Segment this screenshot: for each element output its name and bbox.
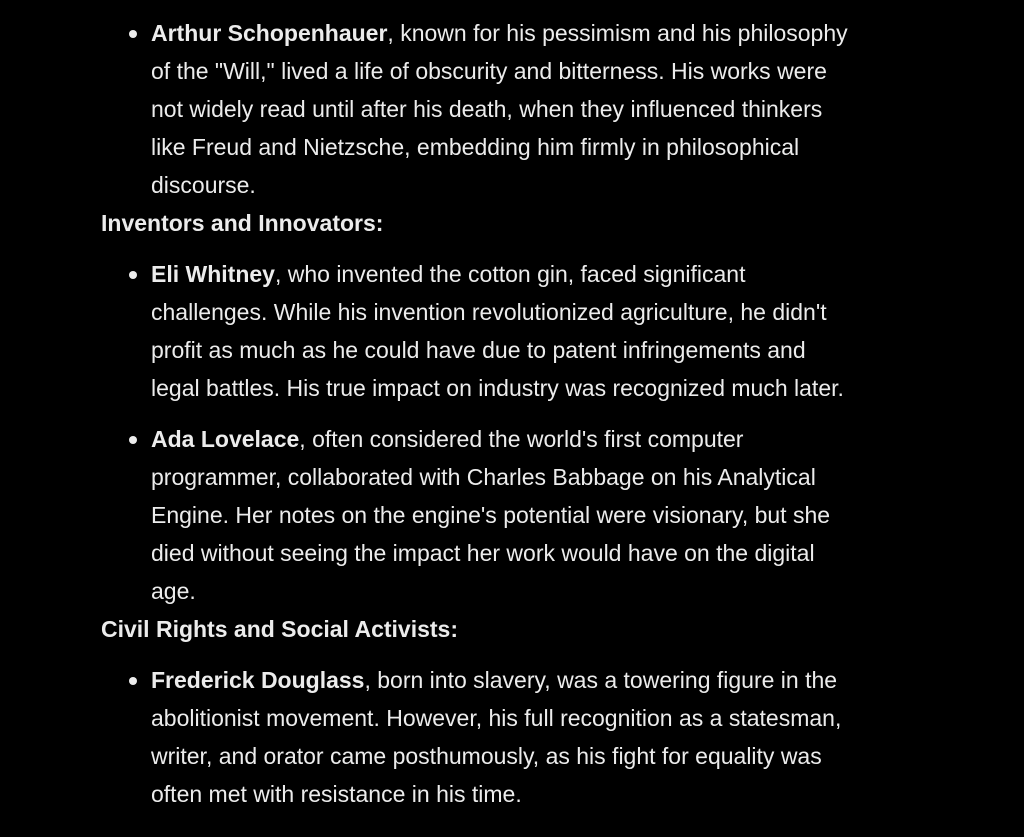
list-item-schopenhauer xyxy=(101,14,941,204)
bullet-icon xyxy=(129,30,137,38)
item-line: Engine. Her notes on the engine's potential were visionary, but she xyxy=(151,502,831,528)
item-line: Frederick Douglass, born into slavery, was a towering figure in the xyxy=(151,667,838,693)
person-name: Arthur Schopenhauer xyxy=(151,20,388,46)
list-item-douglass xyxy=(101,661,941,813)
item-line: abolitionist movement. However, his full recognition as a statesman, xyxy=(151,705,842,731)
section-heading-activists: Civil Rights and Social Activists: xyxy=(101,616,459,642)
person-name: Frederick Douglass xyxy=(151,667,365,693)
bullet-icon xyxy=(129,677,137,685)
chat-message-content xyxy=(101,14,941,813)
item-line: age. xyxy=(151,578,196,604)
person-name: Ada Lovelace xyxy=(151,426,300,452)
item-line: discourse. xyxy=(151,172,256,198)
person-name: Eli Whitney xyxy=(151,261,275,287)
item-line: programmer, collaborated with Charles Babbage on his Analytical xyxy=(151,464,816,490)
item-line: of the "Will," lived a life of obscurity and bitterness. His works were xyxy=(151,58,827,84)
section-heading-inventors: Inventors and Innovators: xyxy=(101,210,384,236)
activists-list xyxy=(101,661,941,813)
item-line: legal battles. His true impact on industry was recognized much later. xyxy=(151,375,844,401)
item-line: Arthur Schopenhauer, known for his pessimism and his philosophy xyxy=(151,20,848,46)
philosophers-list xyxy=(101,14,941,204)
list-item-lovelace xyxy=(101,420,941,610)
item-line: not widely read until after his death, when they influenced thinkers xyxy=(151,96,823,122)
item-line: often met with resistance in his time. xyxy=(151,781,522,807)
bullet-icon xyxy=(129,436,137,444)
bullet-icon xyxy=(129,271,137,279)
item-line: writer, and orator came posthumously, as his fight for equality was xyxy=(151,743,822,769)
inventors-list xyxy=(101,255,941,610)
item-line: challenges. While his invention revolutionized agriculture, he didn't xyxy=(151,299,827,325)
item-line: died without seeing the impact her work would have on the digital xyxy=(151,540,815,566)
item-line: Eli Whitney, who invented the cotton gin, faced significant xyxy=(151,261,746,287)
item-line: Ada Lovelace, often considered the world's first computer xyxy=(151,426,744,452)
list-item-whitney xyxy=(101,255,941,407)
item-line: like Freud and Nietzsche, embedding him firmly in philosophical xyxy=(151,134,800,160)
item-line: profit as much as he could have due to patent infringements and xyxy=(151,337,806,363)
